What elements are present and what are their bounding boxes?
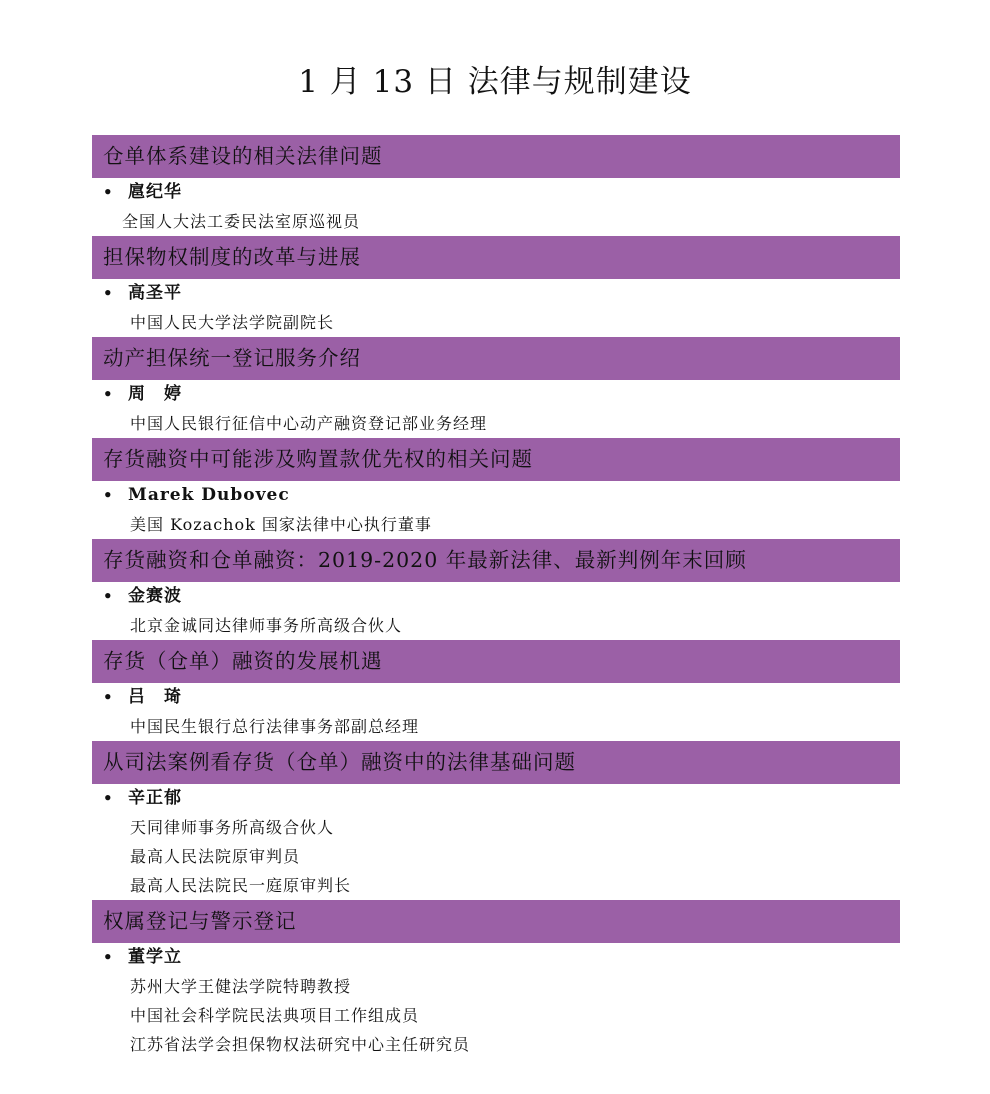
agenda-section [92,438,900,539]
speaker-name-row [92,582,900,611]
speaker-affiliation: 中国人民大学法学院副院长 [130,313,335,332]
bullet-icon: • [103,284,114,302]
speaker-affiliation: 中国民生银行总行法律事务部副总经理 [130,717,420,736]
speaker-affiliation: 最高人民法院原审判员 [130,847,301,866]
topic-heading: 存货融资和仓单融资：2019-2020 年最新法律、最新判例年末回顾 [92,539,900,582]
speaker-affiliation: 中国人民银行征信中心动产融资登记部业务经理 [130,414,488,433]
speaker-affiliation: 苏州大学王健法学院特聘教授 [130,977,352,996]
speaker-affiliation: 美国 Kozachok 国家法律中心执行董事 [130,515,432,534]
speaker-name: 扈纪华 [128,182,182,202]
topic-heading: 仓单体系建设的相关法律问题 [92,135,900,178]
bullet-icon: • [103,486,114,504]
bullet-icon: • [103,948,114,966]
speaker-name-row [92,943,900,972]
agenda-section [92,135,900,236]
speaker-name: 董学立 [128,947,182,967]
speaker-name: 高圣平 [128,283,182,303]
bullet-icon: • [103,587,114,605]
speaker-affiliation: 中国社会科学院民法典项目工作组成员 [130,1006,420,1025]
speaker-name-row [92,481,900,510]
speaker-name: 金赛波 [128,586,182,606]
topic-heading: 担保物权制度的改革与进展 [92,236,900,279]
agenda-list [92,135,900,1059]
agenda-section [92,640,900,741]
speaker-name-row [92,178,900,207]
topic-heading: 动产担保统一登记服务介绍 [92,337,900,380]
speaker-name-row [92,279,900,308]
speaker-name: 周 婷 [128,384,182,404]
agenda-section [92,337,900,438]
speaker-name: Marek Dubovec [128,485,290,505]
bullet-icon: • [103,789,114,807]
bullet-icon: • [103,688,114,706]
speaker-affiliation: 天同律师事务所高级合伙人 [130,818,335,837]
bullet-icon: • [103,385,114,403]
topic-heading: 存货（仓单）融资的发展机遇 [92,640,900,683]
speaker-affiliation: 全国人大法工委民法室原巡视员 [122,212,361,231]
speaker-name-row [92,683,900,712]
page-title: 1 月 13 日 法律与规制建设 [298,64,692,100]
topic-heading: 从司法案例看存货（仓单）融资中的法律基础问题 [92,741,900,784]
speaker-name-row [92,784,900,813]
topic-heading: 存货融资中可能涉及购置款优先权的相关问题 [92,438,900,481]
agenda-section [92,539,900,640]
speaker-affiliation: 江苏省法学会担保物权法研究中心主任研究员 [130,1035,471,1054]
agenda-section [92,741,900,900]
agenda-section [92,236,900,337]
speaker-name: 吕 琦 [128,687,182,707]
agenda-section [92,900,900,1059]
speaker-name: 辛正郁 [128,788,182,808]
bullet-icon: • [103,183,114,201]
speaker-affiliation: 北京金诚同达律师事务所高级合伙人 [130,616,403,635]
speaker-affiliation: 最高人民法院民一庭原审判长 [130,876,352,895]
speaker-name-row [92,380,900,409]
topic-heading: 权属登记与警示登记 [92,900,900,943]
